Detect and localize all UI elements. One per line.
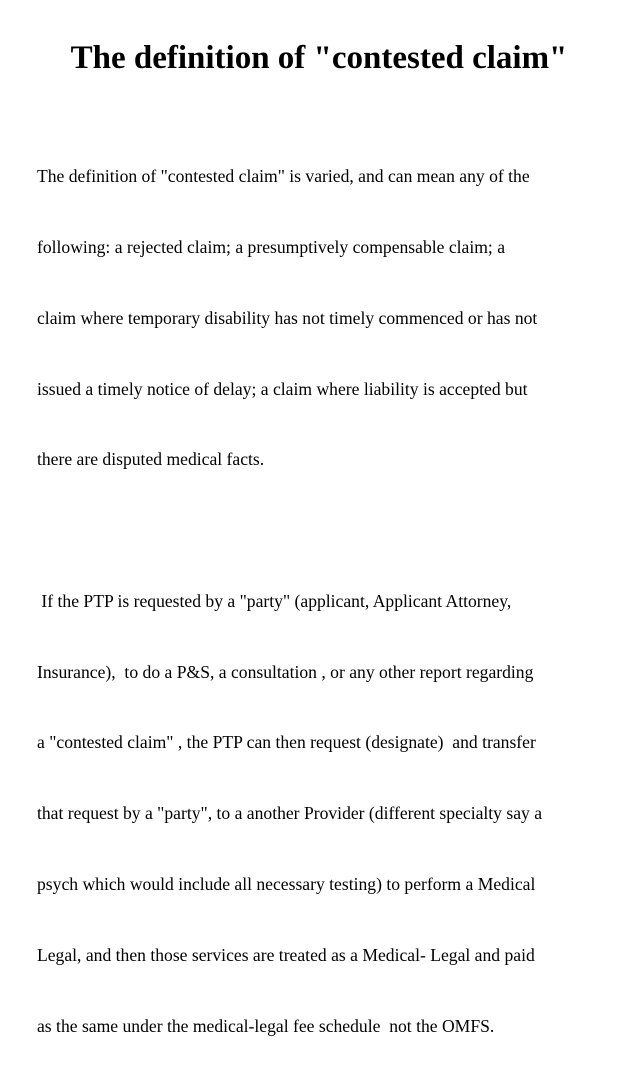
text-line: issued a timely notice of delay; a claim where liability is accepted but [37, 378, 528, 399]
text-line: psych which would include all necessary testing) to perform a Medical [37, 874, 536, 894]
text-line: following: a rejected claim; a presumptively compensable claim; a [37, 236, 506, 257]
text-line: there are disputed medical facts. [37, 449, 265, 470]
text-line: The definition of "contested claim" is varied, and can mean any of the [37, 166, 530, 187]
text-line: a "contested claim" , the PTP can then request (designate) and transfer [37, 732, 536, 753]
slide-title: The definition of "contested claim" [70, 40, 568, 76]
text-line: as the same under the medical-legal fee schedule not the OMFS. [37, 1015, 495, 1036]
text-line: Insurance), to do a P&S, a consultation , or any other report regarding [37, 661, 534, 682]
text-line: If the PTP is requested by a "party" (applicant, Applicant Attorney, [37, 590, 512, 611]
slide-body [37, 118, 617, 1085]
text-line: that request by a "party", to a another Provider (different specialty say a [37, 803, 543, 824]
text-line: claim where temporary disability has not timely commenced or has not [37, 307, 538, 328]
definition-paragraph [37, 118, 617, 519]
text-line: Legal, and then those services are treated as a Medical- Legal and paid [37, 944, 535, 965]
paragraph-gap [37, 519, 617, 543]
ptp-request-paragraph [37, 543, 617, 1085]
